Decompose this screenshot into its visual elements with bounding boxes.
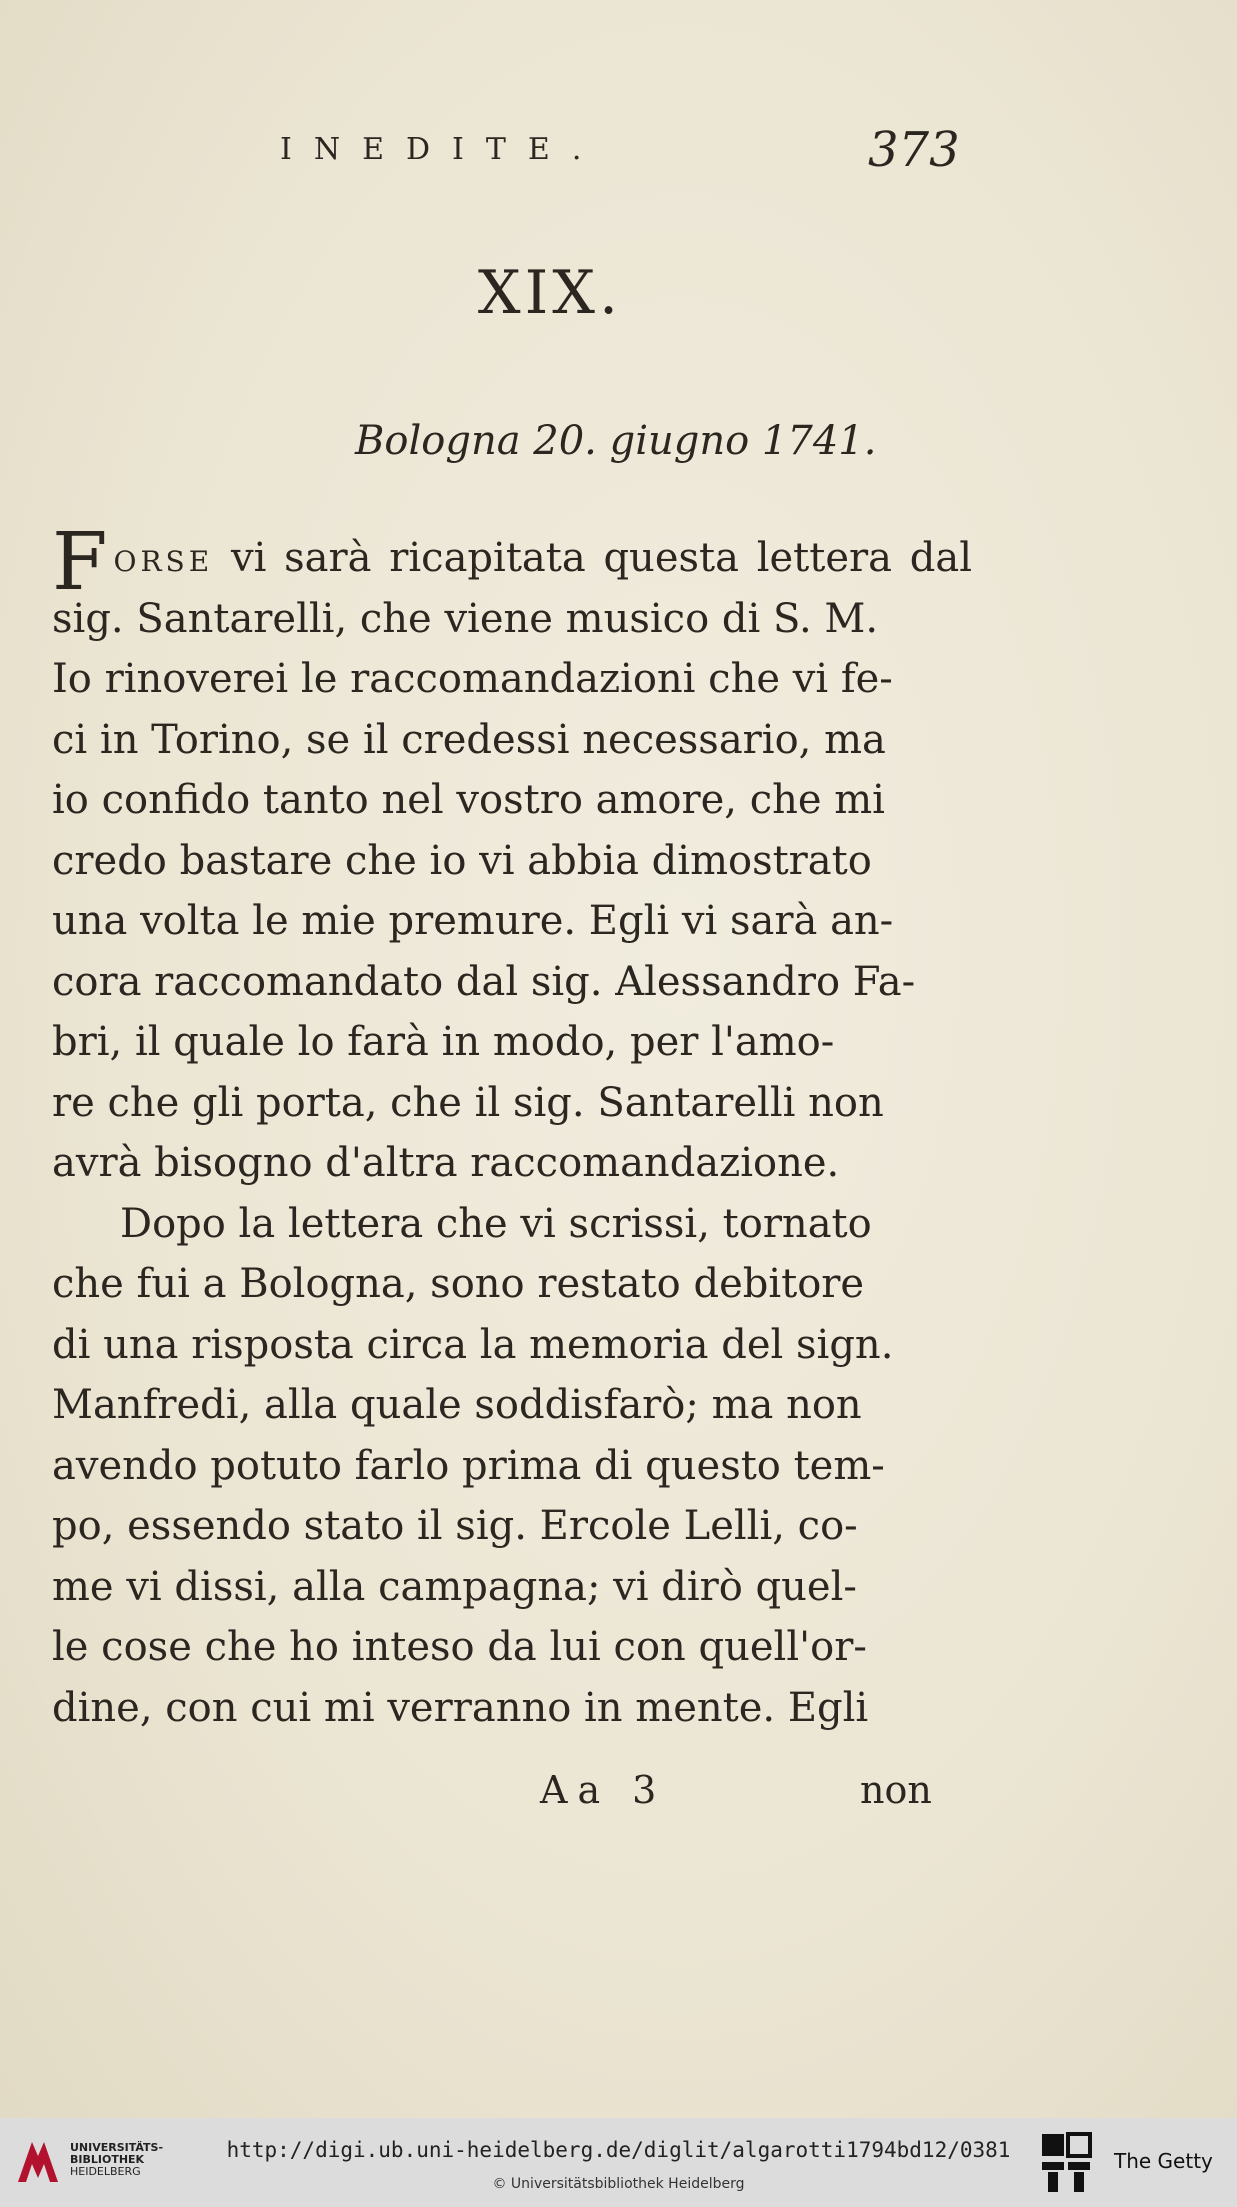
body-line bbox=[52, 1133, 972, 1194]
body-line bbox=[52, 891, 972, 952]
library-name-line: BIBLIOTHEK bbox=[70, 2153, 145, 2166]
line-text: io confido tanto nel vostro amore, che mi bbox=[52, 777, 885, 823]
copyright-notice: © Universitätsbibliothek Heidelberg bbox=[492, 2176, 745, 2192]
line-text: ci in Torino, se il credessi necessario, ma bbox=[52, 716, 886, 763]
letter-body bbox=[52, 515, 972, 1738]
body-line bbox=[52, 1678, 972, 1739]
line-text: bri, il quale lo farà in modo, per l'amo- bbox=[52, 1019, 835, 1065]
line-text: che fui a Bologna, sono restato debitore bbox=[52, 1261, 865, 1307]
catchword: non bbox=[860, 1768, 932, 1812]
signature-mark: Aa 3 bbox=[540, 1768, 667, 1812]
first-word-smallcaps: ORSE bbox=[113, 545, 214, 578]
body-line bbox=[52, 1496, 972, 1557]
letter-number: XIX. bbox=[477, 258, 623, 328]
library-name-line: UNIVERSITÄTS- bbox=[70, 2141, 164, 2154]
body-line bbox=[52, 1617, 972, 1678]
library-name-line: HEIDELBERG bbox=[70, 2165, 141, 2178]
line-text: re che gli porta, che il sig. Santarelli non bbox=[52, 1079, 884, 1126]
body-line bbox=[52, 515, 972, 608]
line-text: vi sarà ricapitata questa lettera dal bbox=[230, 535, 972, 581]
source-url-link[interactable]: http://digi.ub.uni-heidelberg.de/diglit/algarotti1794bd12/0381 bbox=[226, 2138, 1011, 2162]
dateline: Bologna 20. giugno 1741. bbox=[355, 418, 877, 464]
body-line bbox=[52, 710, 972, 771]
running-head: INEDITE. bbox=[280, 132, 604, 167]
body-line bbox=[52, 649, 972, 710]
body-line bbox=[52, 1012, 972, 1073]
line-text: di una risposta circa la memoria del sign. bbox=[52, 1321, 894, 1368]
body-line bbox=[52, 1254, 972, 1315]
page-footer bbox=[0, 1768, 1237, 1828]
line-text: avendo potuto farlo prima di questo tem- bbox=[52, 1442, 885, 1489]
line-text: sig. Santarelli, che viene musico di S. M. bbox=[52, 595, 879, 642]
body-line bbox=[52, 1194, 972, 1255]
body-line bbox=[52, 1073, 972, 1134]
body-line bbox=[52, 831, 972, 892]
body-line bbox=[52, 770, 972, 831]
body-line bbox=[52, 1375, 972, 1436]
body-line bbox=[52, 1436, 972, 1497]
line-text: Dopo la lettera che vi scrissi, tornato bbox=[120, 1200, 872, 1247]
attribution-bar bbox=[0, 2118, 1237, 2207]
page-header bbox=[0, 122, 1237, 192]
line-text: credo bastare che io vi abbia dimostrato bbox=[52, 837, 872, 884]
line-text: le cose che ho inteso da lui con quell'or- bbox=[52, 1624, 867, 1670]
line-text: Manfredi, alla quale soddisfarò; ma non bbox=[52, 1382, 862, 1428]
body-line bbox=[52, 952, 972, 1013]
body-line bbox=[52, 1315, 972, 1376]
line-text: po, essendo stato il sig. Ercole Lelli, co- bbox=[52, 1503, 858, 1549]
line-text: Io rinoverei le raccomandazioni che vi fe- bbox=[52, 656, 893, 702]
line-text: cora raccomandato dal sig. Alessandro Fa- bbox=[52, 958, 916, 1005]
body-line bbox=[52, 589, 972, 650]
line-text: dine, con cui mi verranno in mente. Egli bbox=[52, 1684, 869, 1731]
page-number: 373 bbox=[868, 122, 960, 178]
line-text: me vi dissi, alla campagna; vi dirò quel- bbox=[52, 1563, 857, 1610]
body-line bbox=[52, 1557, 972, 1618]
partner-name[interactable]: The Getty bbox=[1114, 2149, 1213, 2173]
line-text: una volta le mie premure. Egli vi sarà an- bbox=[52, 898, 894, 944]
drop-cap: F bbox=[52, 515, 108, 608]
line-text: avrà bisogno d'altra raccomandazione. bbox=[52, 1140, 840, 1186]
getty-logo-icon bbox=[1040, 2132, 1094, 2194]
